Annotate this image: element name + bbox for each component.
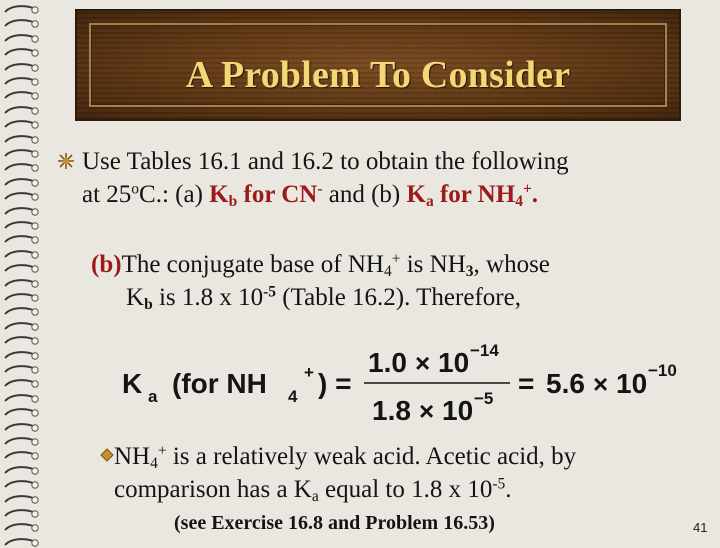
eq-for-nh: (for NH [172, 368, 267, 399]
spiral-ring-icon [3, 364, 33, 375]
slide-title: A Problem To Consider [185, 54, 571, 96]
spiral-ring-icon [3, 278, 33, 289]
ka-equation [118, 336, 698, 436]
eq-nh-sub: 4 [288, 387, 298, 406]
page-number: 41 [693, 520, 708, 535]
spiral-ring-icon [3, 119, 33, 130]
eq-num-exp: −14 [470, 341, 499, 360]
spiral-ring-icon [3, 321, 33, 332]
intro-text: C.: (a) [139, 181, 210, 208]
eq-num-ten: 10 [438, 347, 470, 378]
spiral-ring-icon [3, 335, 33, 346]
spiral-ring-icon [3, 134, 33, 145]
intro-text: Use Tables 16.1 and 16.2 to obtain the following [82, 148, 569, 175]
spiral-ring-icon [3, 206, 33, 217]
ka-label: $K_a$ for $NH_4^+$. [406, 180, 539, 210]
intro-text: at 25 [82, 181, 132, 208]
spiral-ring-icon [3, 537, 33, 548]
spiral-ring-icon [3, 407, 33, 418]
star-bullet-icon [57, 152, 75, 170]
spiral-binding-icon [0, 0, 52, 540]
part-b-line-2: $K_b$ is 1.8 x $10^{-5}$ (Table 16.2). Therefore, [126, 283, 521, 313]
spiral-ring-icon [3, 306, 33, 317]
spiral-ring-icon [3, 465, 33, 476]
eq-den-times: × [419, 396, 435, 426]
reference-footnote: (see Exercise 16.8 and Problem 16.53) [174, 512, 495, 534]
eq-den-exp: −5 [474, 389, 494, 408]
spiral-ring-icon [3, 393, 33, 404]
eq-den-base: 1.8 [372, 395, 411, 426]
spiral-ring-icon [3, 249, 33, 260]
note-line-1: $NH_4^+$ is a relatively weak acid. Acetic acid, by [114, 442, 577, 472]
note-line-2: comparison has a $K_a$ equal to 1.8 x $10^{-5}$. [114, 475, 512, 505]
title-board [75, 9, 681, 121]
eq-nh-sup: + [304, 363, 314, 382]
eq-result-eq: = [518, 368, 535, 399]
degree-mark: o [131, 180, 140, 198]
eq-result-times: × [593, 369, 609, 399]
spiral-ring-icon [3, 479, 33, 490]
part-b-label: (b) [91, 251, 122, 278]
spiral-ring-icon [3, 177, 33, 188]
spiral-ring-icon [3, 234, 33, 245]
eq-den-ten: 10 [442, 395, 474, 426]
eq-num-base: 1.0 [368, 347, 407, 378]
diamond-bullet-icon [100, 448, 114, 462]
spiral-ring-icon [3, 18, 33, 29]
spiral-ring-icon [3, 350, 33, 361]
eq-ka: K [122, 368, 143, 399]
spiral-ring-icon [3, 220, 33, 231]
spiral-ring-icon [3, 263, 33, 274]
spiral-ring-icon [3, 47, 33, 58]
spiral-ring-icon [3, 105, 33, 116]
kb-label: $K_b$ for CN- [209, 180, 323, 210]
eq-result-exp: −10 [648, 361, 677, 380]
eq-num-times: × [415, 348, 431, 378]
spiral-ring-icon [3, 76, 33, 87]
eq-ka-sub: a [148, 387, 158, 406]
spiral-ring-icon [3, 162, 33, 173]
eq-close: ) = [318, 368, 352, 399]
spiral-ring-icon [3, 422, 33, 433]
intro-line-1 [82, 149, 569, 174]
spiral-ring-icon [3, 522, 33, 533]
spiral-ring-icon [3, 4, 33, 15]
spiral-ring-icon [3, 436, 33, 447]
spiral-ring-icon [3, 191, 33, 202]
spiral-ring-icon [3, 148, 33, 159]
spiral-ring-icon [3, 494, 33, 505]
eq-result-ten: 10 [616, 368, 648, 399]
eq-result-base: 5.6 [546, 368, 585, 399]
spiral-ring-icon [3, 378, 33, 389]
part-b-line-1: (b)The conjugate base of $NH_4^+$ is $NH_3$, whose [91, 250, 550, 280]
intro-text: and (b) [322, 181, 407, 208]
spiral-ring-icon [3, 292, 33, 303]
spiral-ring-icon [3, 450, 33, 461]
spiral-ring-icon [3, 508, 33, 519]
spiral-ring-icon [3, 62, 33, 73]
spiral-ring-icon [3, 90, 33, 101]
spiral-ring-icon [3, 33, 33, 44]
intro-line-2 [82, 180, 539, 210]
